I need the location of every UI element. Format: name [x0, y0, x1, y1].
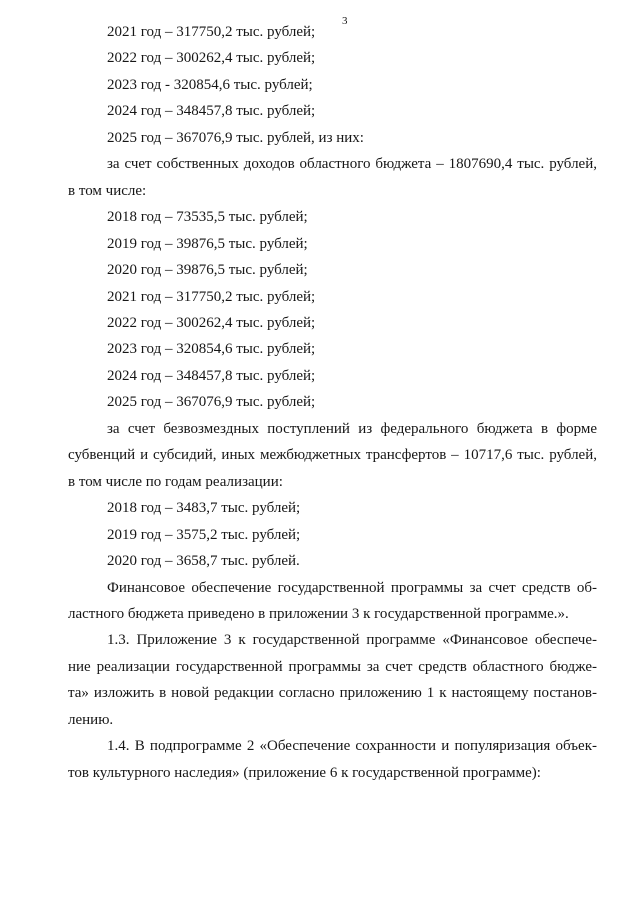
own-revenue-year-line: 2024 год – 348457,8 тыс. рублей;: [107, 367, 316, 384]
financing-note-line: Финансовое обеспечение государственной программы за счет средств об-: [107, 579, 597, 596]
item-1-3-line: лению.: [68, 711, 114, 728]
federal-transfers-line: в том числе по годам реализации:: [68, 473, 283, 490]
own-revenue-intro-cont: в том числе:: [68, 182, 147, 199]
financing-note-line: ластного бюджета приведено в приложении 3 к государственной программе.».: [68, 605, 569, 622]
item-1-3-line: та» изложить в новой редакции согласно приложению 1 к настоящему постанов-: [68, 685, 597, 702]
own-revenue-year-line: 2022 год – 300262,4 тыс. рублей;: [107, 314, 316, 331]
page-number: 3: [342, 15, 348, 27]
item-1-4-line: 1.4. В подпрограмме 2 «Обеспечение сохранности и популяризация объек-: [107, 738, 597, 755]
own-revenue-year-line: 2021 год – 317750,2 тыс. рублей;: [107, 288, 316, 305]
federal-transfers-line: за счет безвозмездных поступлений из федерального бюджета в форме: [107, 420, 597, 437]
own-revenue-intro: за счет собственных доходов областного бюджета – 1807690,4 тыс. рублей,: [107, 156, 597, 173]
federal-transfers-year-line: 2019 год – 3575,2 тыс. рублей;: [107, 526, 301, 543]
own-revenue-year-line: 2020 год – 39876,5 тыс. рублей;: [107, 262, 308, 279]
federal-transfers-year-line: 2020 год – 3658,7 тыс. рублей.: [107, 553, 300, 570]
own-revenue-year-line: 2025 год – 367076,9 тыс. рублей;: [107, 394, 316, 411]
budget-year-line: 2025 год – 367076,9 тыс. рублей, из них:: [107, 129, 364, 146]
own-revenue-year-line: 2023 год – 320854,6 тыс. рублей;: [107, 341, 316, 358]
document-body: [0, 19, 640, 786]
federal-transfers-year-line: 2018 год – 3483,7 тыс. рублей;: [107, 500, 301, 517]
budget-year-line: 2024 год – 348457,8 тыс. рублей;: [107, 103, 316, 120]
budget-year-line: 2022 год – 300262,4 тыс. рублей;: [107, 50, 316, 67]
budget-year-line: 2023 год - 320854,6 тыс. рублей;: [107, 76, 313, 93]
own-revenue-year-line: 2018 год – 73535,5 тыс. рублей;: [107, 209, 308, 226]
own-revenue-year-line: 2019 год – 39876,5 тыс. рублей;: [107, 235, 308, 252]
item-1-3-line: ние реализации государственной программы за счет средств областного бюдже-: [68, 658, 597, 675]
budget-year-line: 2021 год – 317750,2 тыс. рублей;: [107, 24, 316, 40]
item-1-4-line: тов культурного наследия» (приложение 6 к государственной программе):: [68, 764, 541, 781]
federal-transfers-line: субвенций и субсидий, иных межбюджетных трансфертов – 10717,6 тыс. рублей,: [68, 447, 597, 464]
item-1-3-line: 1.3. Приложение 3 к государственной программе «Финансовое обеспече-: [107, 632, 597, 649]
